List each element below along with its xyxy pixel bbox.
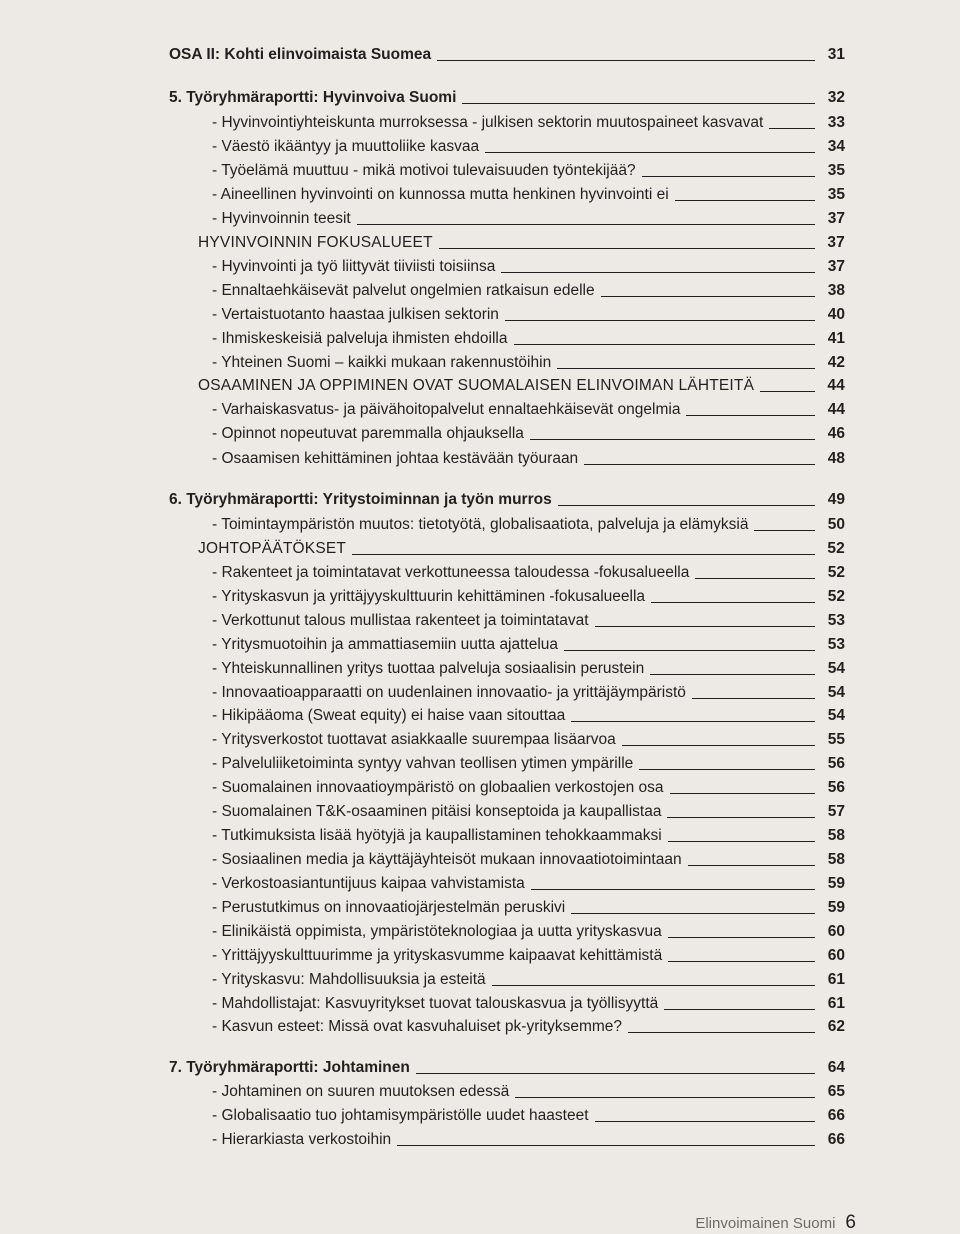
toc-page-number: 61 [827,971,845,988]
toc-page-number: 37 [827,210,845,227]
toc-entry[interactable] [198,377,845,395]
toc-page-number: 31 [827,46,845,63]
toc-entry-title: - Hierarkiasta verkostoihin [212,1131,392,1148]
toc-leader-line [664,1009,815,1010]
toc-entry-title: 7. Työryhmäraportti: Johtaminen [169,1059,410,1076]
toc-entry[interactable] [212,1018,845,1036]
toc-page-number: 33 [827,114,845,131]
toc-page-number: 53 [827,636,845,653]
toc-entry-title: - Mahdollistajat: Kasvuyritykset tuovat talouskasvua ja työllisyyttä [212,995,659,1012]
toc-entry-title: - Innovaatioapparaatti on uudenlainen innovaatio- ja yrittäjäympäristö [212,684,686,701]
toc-leader-line [437,60,815,61]
toc-entry-title: - Tutkimuksista lisää hyötyjä ja kaupallistaminen tehokkaammaksi [212,827,662,844]
toc-page-number: 52 [827,540,845,557]
footer-title: Elinvoimainen Suomi [695,1215,836,1232]
toc-leader-line [651,602,815,603]
toc-page-number: 44 [827,377,845,394]
toc-entry[interactable] [212,803,845,821]
toc-leader-line [558,505,815,506]
toc-entry[interactable] [212,755,845,773]
toc-page-number: 64 [827,1059,845,1076]
toc-entry-title: - Hikipääoma (Sweat equity) ei haise vaan sitouttaa [212,707,566,724]
toc-entry-title: OSA II: Kohti elinvoimaista Suomea [169,46,432,63]
toc-entry[interactable] [212,354,845,372]
toc-entry[interactable] [212,114,845,132]
toc-page-number: 37 [827,258,845,275]
toc-leader-line [639,769,815,770]
toc-page-number: 58 [827,827,845,844]
toc-leader-line [557,368,815,369]
toc-leader-line [531,889,815,890]
toc-page-number: 52 [827,564,845,581]
toc-entry-title: 6. Työryhmäraportti: Yritystoiminnan ja työn murros [169,491,552,508]
toc-entry[interactable] [212,851,845,869]
toc-leader-line [650,674,815,675]
toc-entry[interactable] [212,827,845,845]
toc-page-number: 40 [827,306,845,323]
toc-entry[interactable] [212,401,845,419]
toc-page-number: 35 [827,186,845,203]
toc-entry[interactable] [212,282,845,300]
toc-entry-title: - Verkottunut talous mullistaa rakenteet ja toimintatavat [212,612,589,629]
toc-entry-title: 5. Työryhmäraportti: Hyvinvoiva Suomi [169,89,457,106]
toc-entry[interactable] [212,660,845,678]
toc-entry[interactable] [212,162,845,180]
toc-leader-line [571,913,815,914]
toc-entry[interactable] [212,875,845,893]
toc-entry-title: - Toimintaympäristön muutos: tietotyötä, globalisaatiota, palveluja ja elämyksiä [212,516,749,533]
toc-leader-line [667,817,815,818]
toc-leader-line [760,391,815,392]
toc-leader-line [642,176,815,177]
toc-leader-line [668,961,815,962]
toc-leader-line [686,415,815,416]
toc-entry-title: - Sosiaalinen media ja käyttäjäyhteisöt mukaan innovaatiotoimintaan [212,851,682,868]
page-footer [695,1212,856,1234]
toc-leader-line [769,128,815,129]
toc-entry-title: - Yhteiskunnallinen yritys tuottaa palveluja sosiaalisin perustein [212,660,645,677]
toc-leader-line [439,248,815,249]
toc-page-number: 48 [827,450,845,467]
toc-entry[interactable] [198,540,845,558]
toc-entry[interactable] [212,516,845,534]
toc-leader-line [595,626,815,627]
toc-leader-line [416,1073,815,1074]
toc-entry[interactable] [169,491,845,509]
toc-page-number: 60 [827,947,845,964]
toc-leader-line [571,721,815,722]
toc-entry-title: - Hyvinvoinnin teesit [212,210,351,227]
toc-entry[interactable] [169,1059,845,1077]
toc-leader-line [515,1097,815,1098]
toc-entry[interactable] [212,731,845,749]
toc-page-number: 62 [827,1018,845,1035]
toc-entry[interactable] [212,564,845,582]
toc-leader-line [485,152,815,153]
toc-entry-title: - Yrittäjyyskulttuurimme ja yrityskasvumme kaipaavat kehittämistä [212,947,663,964]
toc-entry[interactable] [212,995,845,1013]
toc-leader-line [688,865,815,866]
toc-leader-line [564,650,815,651]
toc-page-number: 59 [827,875,845,892]
toc-entry[interactable] [212,1107,845,1125]
toc-entry[interactable] [212,779,845,797]
toc-entry-title: - Osaamisen kehittäminen johtaa kestävään työuraan [212,450,579,467]
toc-entry-title: - Yritysverkostot tuottavat asiakkaalle suurempaa lisäarvoa [212,731,616,748]
toc-leader-line [695,578,815,579]
toc-entry-title: - Elinikäistä oppimista, ympäristöteknologiaa ja uutta yrityskasvua [212,923,662,940]
toc-entry-title: - Opinnot nopeutuvat paremmalla ohjauksella [212,425,524,442]
toc-page-number: 37 [827,234,845,251]
toc-entry-title: - Globalisaatio tuo johtamisympäristölle uudet haasteet [212,1107,589,1124]
toc-entry[interactable] [212,684,845,702]
toc-entry[interactable] [212,210,845,228]
toc-entry-title: - Palveluliiketoiminta syntyy vahvan teollisen ytimen ympärille [212,755,634,772]
toc-entry[interactable] [169,46,845,64]
toc-leader-line [584,464,815,465]
footer-page-number: 6 [845,1212,856,1233]
toc-page-number: 59 [827,899,845,916]
toc-entry-title: - Suomalainen innovaatioympäristö on globaalien verkostojen osa [212,779,664,796]
toc-page-number: 54 [827,684,845,701]
toc-entry-title: - Aineellinen hyvinvointi on kunnossa mutta henkinen hyvinvointi ei [212,186,669,203]
toc-entry-title: - Väestö ikääntyy ja muuttoliike kasvaa [212,138,480,155]
toc-leader-line [668,841,815,842]
toc-entry[interactable] [212,923,845,941]
toc-page-number: 58 [827,851,845,868]
toc-leader-line [352,554,815,555]
toc-page-number: 57 [827,803,845,820]
toc-entry-title: - Yhteinen Suomi – kaikki mukaan rakennustöihin [212,354,552,371]
toc-leader-line [492,985,815,986]
toc-page-number: 56 [827,779,845,796]
toc-entry[interactable] [212,138,845,156]
toc-page-number: 35 [827,162,845,179]
toc-leader-line [628,1032,815,1033]
toc-page-number: 44 [827,401,845,418]
toc-leader-line [675,200,815,201]
toc-entry[interactable] [212,425,845,443]
toc-page-number: 52 [827,588,845,605]
toc-entry[interactable] [212,588,845,606]
toc-entry[interactable] [212,450,845,468]
toc-entry-title: - Yrityskasvun ja yrittäjyyskulttuurin kehittäminen -fokusalueella [212,588,646,605]
toc-entry-title: HYVINVOINNIN FOKUSALUEET [198,234,433,251]
toc-leader-line [505,320,815,321]
toc-page-number: 55 [827,731,845,748]
toc-entry-title: JOHTOPÄÄTÖKSET [198,540,347,557]
toc-leader-line [530,439,815,440]
toc-entry-title: - Ihmiskeskeisiä palveluja ihmisten ehdoilla [212,330,508,347]
toc-page-number: 41 [827,330,845,347]
toc-entry-title: - Yritysmuotoihin ja ammattiasemiin uutta ajattelua [212,636,559,653]
toc-entry-title: - Johtaminen on suuren muutoksen edessä [212,1083,510,1100]
toc-entry[interactable] [212,330,845,348]
toc-leader-line [357,224,815,225]
toc-entry-title: - Yrityskasvu: Mahdollisuuksia ja esteitä [212,971,486,988]
toc-entry-title: OSAAMINEN JA OPPIMINEN OVAT SUOMALAISEN ELINVOIMAN LÄHTEITÄ [198,377,755,394]
toc-entry-title: - Vertaistuotanto haastaa julkisen sektorin [212,306,499,323]
toc-entry[interactable] [212,899,845,917]
toc-page-number: 38 [827,282,845,299]
toc-entry-title: - Verkostoasiantuntijuus kaipaa vahvistamista [212,875,525,892]
toc-leader-line [462,103,815,104]
toc-entry[interactable] [212,258,845,276]
toc-entry-title: - Varhaiskasvatus- ja päivähoitopalvelut ennaltaehkäisevät ongelmia [212,401,681,418]
toc-entry[interactable] [212,636,845,654]
toc-leader-line [754,530,815,531]
toc-page-number: 65 [827,1083,845,1100]
toc-entry[interactable] [169,89,845,107]
toc-entry-title: - Hyvinvointi ja työ liittyvät tiiviisti toisiinsa [212,258,496,275]
toc-entry-title: - Kasvun esteet: Missä ovat kasvuhaluiset pk-yrityksemme? [212,1018,623,1035]
toc-page-number: 42 [827,354,845,371]
toc-entry[interactable] [212,707,845,725]
toc-entry[interactable] [198,234,845,252]
toc-entry-title: - Suomalainen T&K-osaaminen pitäisi konseptoida ja kaupallistaa [212,803,662,820]
toc-page-number: 66 [827,1131,845,1148]
toc-entry-title: - Perustutkimus on innovaatiojärjestelmän peruskivi [212,899,566,916]
toc-page-number: 66 [827,1107,845,1124]
toc-leader-line [595,1121,815,1122]
toc-entry-title: - Työelämä muuttuu - mikä motivoi tulevaisuuden työntekijää? [212,162,636,179]
toc-page-number: 54 [827,707,845,724]
toc-page-number: 56 [827,755,845,772]
toc-page-number: 49 [827,491,845,508]
toc-leader-line [601,296,815,297]
toc-entry[interactable] [212,186,845,204]
toc-entry[interactable] [212,612,845,630]
toc-entry[interactable] [212,306,845,324]
toc-entry[interactable] [212,1083,845,1101]
toc-leader-line [397,1145,815,1146]
toc-leader-line [514,344,816,345]
toc-page-number: 53 [827,612,845,629]
toc-entry-title: - Ennaltaehkäisevät palvelut ongelmien ratkaisun edelle [212,282,595,299]
toc-page-number: 54 [827,660,845,677]
toc-page-number: 46 [827,425,845,442]
toc-leader-line [501,272,815,273]
toc-leader-line [670,793,816,794]
toc-page-number: 61 [827,995,845,1012]
toc-entry[interactable] [212,947,845,965]
toc-leader-line [692,698,815,699]
toc-page-number: 32 [827,89,845,106]
toc-entry[interactable] [212,971,845,989]
toc-page-number: 60 [827,923,845,940]
toc-page-number: 34 [827,138,845,155]
toc-entry-title: - Rakenteet ja toimintatavat verkottuneessa taloudessa -fokusalueella [212,564,690,581]
toc-page-number: 50 [827,516,845,533]
toc-entry-title: - Hyvinvointiyhteiskunta murroksessa - julkisen sektorin muutospaineet kasvavat [212,114,764,131]
toc-entry[interactable] [212,1131,845,1149]
toc-leader-line [622,745,815,746]
toc-leader-line [668,937,815,938]
